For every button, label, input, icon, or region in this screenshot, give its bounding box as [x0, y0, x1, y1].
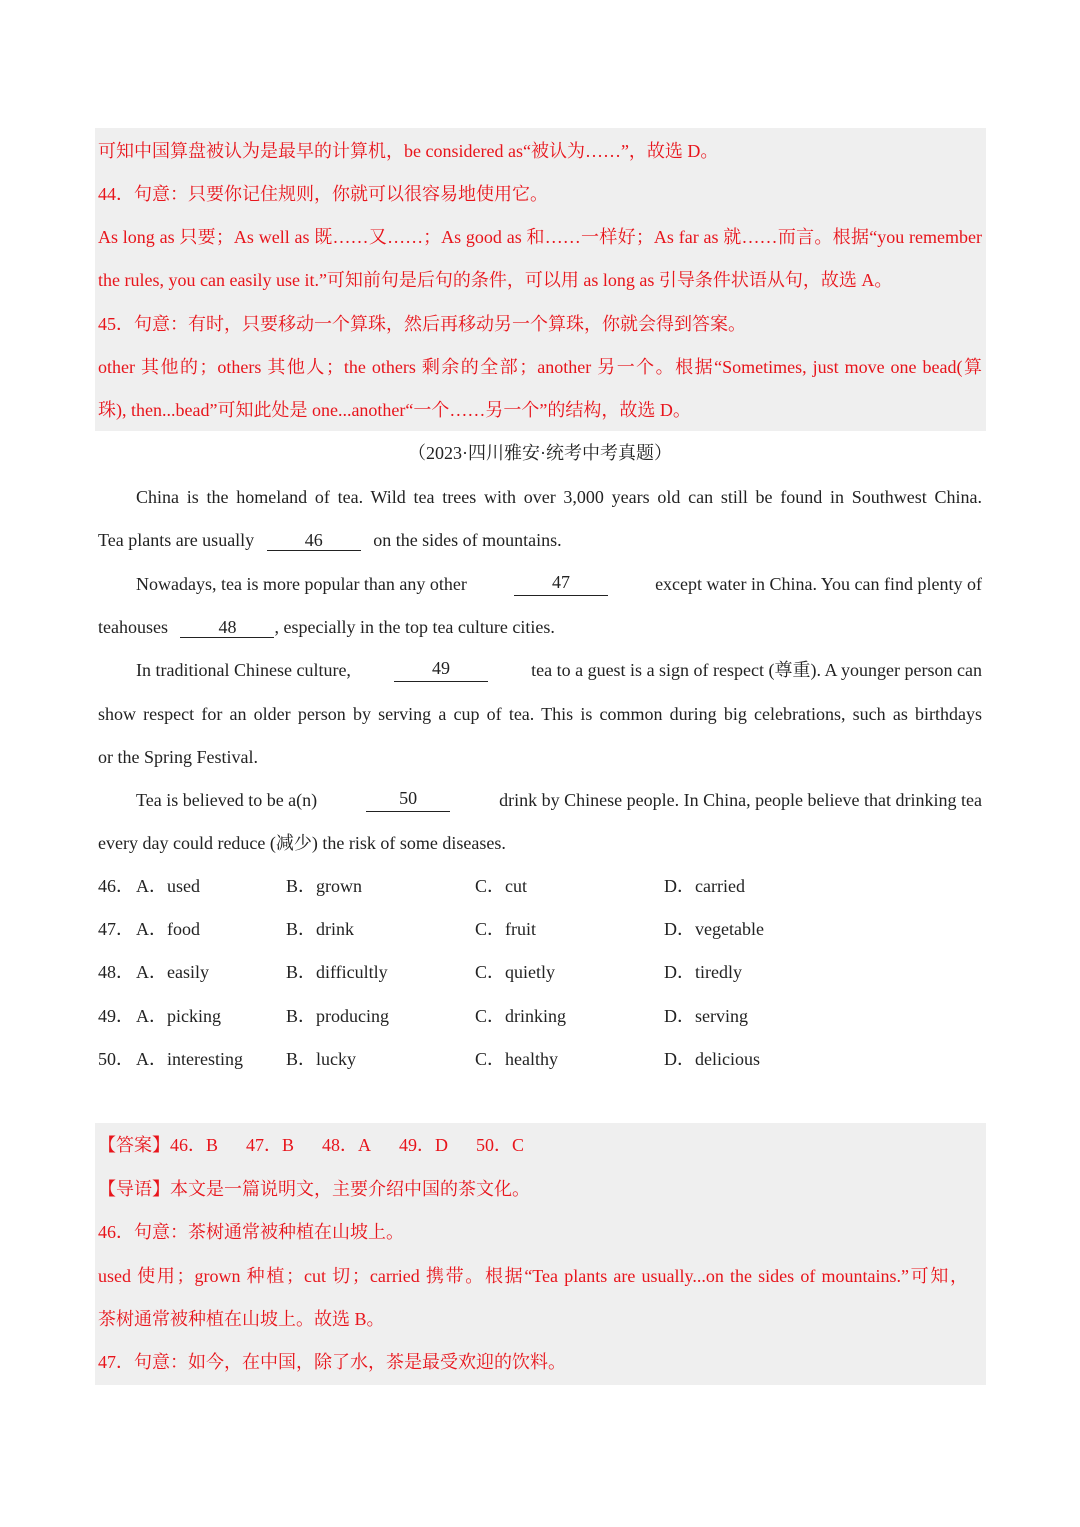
- passage-text: , especially in the top tea culture cities.: [274, 617, 555, 637]
- answer-47: 47．B: [246, 1135, 295, 1155]
- question-number: 46．: [98, 876, 134, 896]
- passage-p2-line2: [98, 615, 982, 639]
- q46-analysis-cont: 茶树通常被种植在山坡上。故选 B。: [98, 1309, 385, 1329]
- passage-text: In traditional Chinese culture,: [136, 660, 351, 680]
- q44-meaning: 44．句意：只要你记住规则，你就可以很容易地使用它。: [98, 184, 548, 204]
- blank-48: 48: [180, 617, 274, 638]
- option-b[interactable]: B．producing: [286, 1006, 389, 1026]
- option-a[interactable]: A．used: [136, 876, 200, 896]
- option-d[interactable]: D．delicious: [664, 1049, 760, 1069]
- blank-49: 49: [394, 658, 488, 682]
- option-d[interactable]: D．carried: [664, 876, 745, 896]
- answer-box: [95, 1123, 986, 1385]
- option-b[interactable]: B．grown: [286, 876, 362, 896]
- guide-line: 【导语】本文是一篇说明文，主要介绍中国的茶文化。: [98, 1179, 530, 1199]
- passage-p1-line2: [98, 528, 982, 552]
- q45-analysis-cont: 珠), then...bead”可知此处是 one...another“一个……另一个”的结构，故选 D。: [98, 400, 691, 420]
- passage-p1-line1: China is the homeland of tea. Wild tea trees with over 3,000 years old can still be found in Southwest China.: [136, 487, 982, 507]
- passage-p4-line2: every day could reduce (减少) the risk of some diseases.: [98, 833, 506, 853]
- blank-46: 46: [267, 530, 361, 551]
- option-d[interactable]: D．tiredly: [664, 962, 742, 982]
- option-c[interactable]: C．quietly: [475, 962, 555, 982]
- passage-text: tea to a guest is a sign of respect (尊重). A younger person can: [531, 660, 982, 680]
- q47-meaning: 47．句意：如今，在中国，除了水，茶是最受欢迎的饮料。: [98, 1352, 566, 1372]
- passage-text: Tea is believed to be a(n): [136, 790, 318, 810]
- passage-p3-line2: show respect for an older person by serving a cup of tea. This is common during big celebrations, such as birthdays: [98, 704, 982, 724]
- option-c[interactable]: C．cut: [475, 876, 527, 896]
- q45-analysis: other 其他的；others 其他人；the others 剩余的全部；another 另一个。根据“Sometimes, just move one bead(算: [98, 357, 982, 377]
- option-d[interactable]: D．serving: [664, 1006, 748, 1026]
- option-row-48: [98, 960, 982, 984]
- q46-meaning: 46．句意：茶树通常被种植在山坡上。: [98, 1222, 404, 1242]
- answers-line: [98, 1133, 982, 1157]
- passage-text: teahouses: [98, 617, 168, 637]
- option-b[interactable]: B．drink: [286, 919, 355, 939]
- passage-text: Nowadays, tea is more popular than any other: [136, 574, 467, 594]
- question-number: 50．: [98, 1049, 134, 1069]
- passage-p2-line1: [136, 572, 982, 596]
- option-a[interactable]: A．easily: [136, 962, 209, 982]
- answers-label: 【答案】: [98, 1135, 170, 1155]
- passage-p4-line1: [136, 788, 982, 812]
- option-b[interactable]: B．lucky: [286, 1049, 356, 1069]
- question-number: 48．: [98, 962, 134, 982]
- option-c[interactable]: C．drinking: [475, 1006, 567, 1026]
- answer-49: 49．D: [399, 1135, 449, 1155]
- option-row-47: [98, 917, 982, 941]
- option-b[interactable]: B．difficultly: [286, 962, 388, 982]
- option-c[interactable]: C．healthy: [475, 1049, 558, 1069]
- explanation-line: 可知中国算盘被认为是最早的计算机，be considered as“被认为……”，故选 D。: [98, 141, 719, 161]
- question-number: 47．: [98, 919, 134, 939]
- passage-p3-line1: [136, 658, 982, 682]
- passage-p3-line3: or the Spring Festival.: [98, 747, 258, 767]
- option-row-50: [98, 1047, 982, 1071]
- q45-meaning: 45．句意：有时，只要移动一个算珠，然后再移动另一个算珠，你就会得到答案。: [98, 314, 746, 334]
- passage-text: on the sides of mountains.: [373, 530, 562, 550]
- option-a[interactable]: A．interesting: [136, 1049, 243, 1069]
- option-a[interactable]: A．food: [136, 919, 200, 939]
- option-c[interactable]: C．fruit: [475, 919, 536, 939]
- passage-text: except water in China. You can find plenty of: [655, 574, 982, 594]
- option-row-46: [98, 874, 982, 898]
- question-number: 49．: [98, 1006, 134, 1026]
- source-heading: （2023·四川雅安·统考中考真题）: [408, 443, 672, 463]
- blank-47: 47: [514, 572, 608, 596]
- passage-text: Tea plants are usually: [98, 530, 255, 550]
- q44-analysis-cont: the rules, you can easily use it.”可知前句是后句的条件，可以用 as long as 引导条件状语从句，故选 A。: [98, 270, 893, 290]
- option-d[interactable]: D．vegetable: [664, 919, 764, 939]
- q46-analysis: used 使用；grown 种植；cut 切；carried 携带。根据“Tea plants are usually...on the sides of mountains.”可知，: [98, 1266, 968, 1286]
- blank-50: 50: [366, 788, 450, 812]
- answer-50: 50．C: [476, 1135, 525, 1155]
- q44-analysis: As long as 只要；As well as 既……又……；As good as 和……一样好；As far as 就……而言。根据“you remember: [98, 227, 982, 247]
- passage-text: drink by Chinese people. In China, people believe that drinking tea: [499, 790, 982, 810]
- answer-48: 48．A: [322, 1135, 372, 1155]
- option-a[interactable]: A．picking: [136, 1006, 221, 1026]
- option-row-49: [98, 1004, 982, 1028]
- answer-46: 46．B: [170, 1135, 219, 1155]
